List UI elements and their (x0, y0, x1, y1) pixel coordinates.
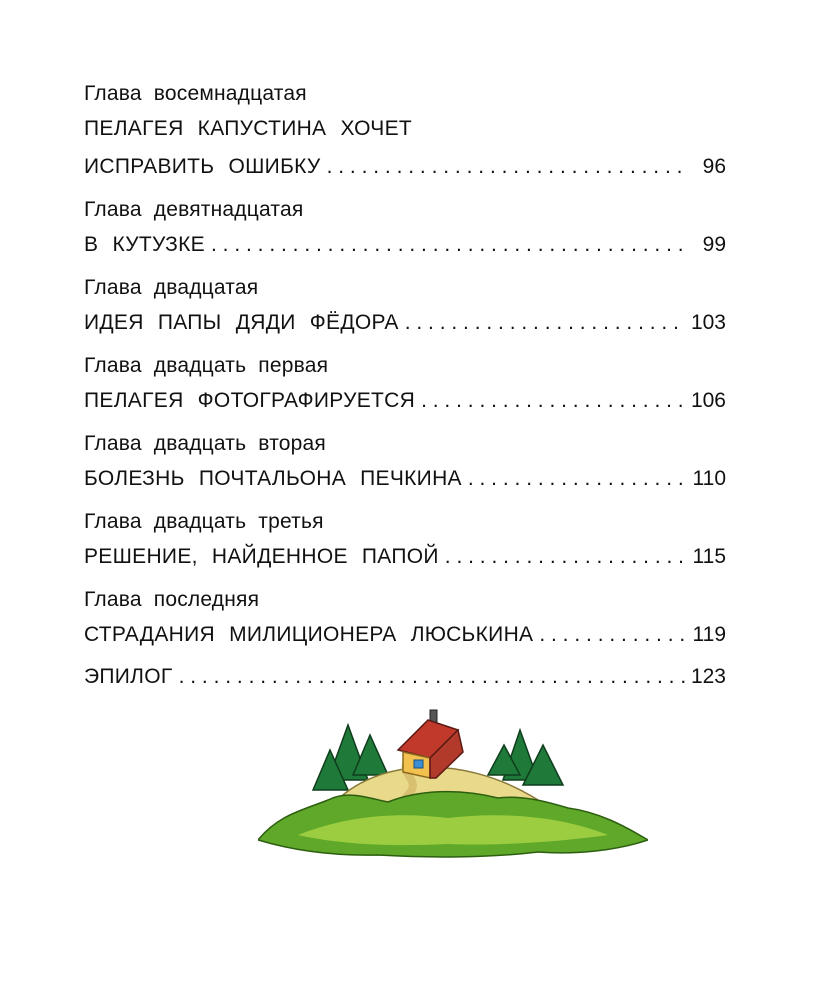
toc-entry-20 (84, 272, 726, 342)
toc-row[interactable] (84, 226, 726, 264)
chapter-heading: Глава восемнадцатая (84, 82, 307, 105)
page-number: 110 (692, 467, 726, 490)
entry-title: ЭПИЛОГ (84, 665, 173, 688)
entry-title-line: ПЕЛАГЕЯ КАПУСТИНА ХОЧЕТ (84, 117, 413, 140)
entry-title: БОЛЕЗНЬ ПОЧТАЛЬОНА ПЕЧКИНА (84, 467, 462, 490)
page-number: 103 (690, 311, 726, 334)
page-number: 99 (702, 233, 726, 256)
dot-leader (327, 148, 686, 186)
table-of-contents (84, 78, 726, 696)
chapter-heading: Глава последняя (84, 588, 260, 611)
dot-leader (539, 616, 686, 654)
toc-row[interactable] (84, 538, 726, 576)
page-number: 106 (690, 389, 726, 412)
entry-title: ИСПРАВИТЬ ОШИБКУ (84, 155, 321, 178)
chapter-heading: Глава двадцать третья (84, 510, 324, 533)
toc-row[interactable] (84, 382, 726, 420)
chapter-heading: Глава девятнадцатая (84, 198, 304, 221)
dot-leader (405, 304, 686, 342)
chapter-heading: Глава двадцатая (84, 276, 259, 299)
entry-title: СТРАДАНИЯ МИЛИЦИОНЕРА ЛЮСЬКИНА (84, 623, 534, 646)
toc-row[interactable] (84, 148, 726, 186)
dot-leader (421, 382, 686, 420)
toc-row[interactable] (84, 460, 726, 498)
page-number: 123 (690, 665, 726, 688)
toc-entry-19 (84, 194, 726, 264)
dot-leader (211, 226, 686, 264)
page-number: 119 (692, 623, 726, 646)
entry-title: ИДЕЯ ПАПЫ ДЯДИ ФЁДОРА (84, 311, 399, 334)
page-number: 96 (702, 155, 726, 178)
trees-right-icon (488, 730, 563, 785)
entry-title: ПЕЛАГЕЯ ФОТОГРАФИРУЕТСЯ (84, 389, 416, 412)
toc-row[interactable] (84, 616, 726, 654)
dot-leader (445, 538, 686, 576)
chapter-heading: Глава двадцать первая (84, 354, 329, 377)
entry-title: РЕШЕНИЕ, НАЙДЕННОЕ ПАПОЙ (84, 545, 439, 568)
toc-row[interactable] (84, 304, 726, 342)
toc-entry-23 (84, 506, 726, 576)
chapter-heading: Глава двадцать вторая (84, 432, 326, 455)
toc-entry-21 (84, 350, 726, 420)
house-on-hill-illustration (258, 690, 648, 860)
dot-leader (468, 460, 686, 498)
page-number: 115 (692, 545, 726, 568)
toc-entry-last (84, 584, 726, 654)
toc-entry-18 (84, 78, 726, 186)
house-icon (398, 710, 463, 778)
toc-entry-22 (84, 428, 726, 498)
entry-title: В КУТУЗКЕ (84, 233, 205, 256)
